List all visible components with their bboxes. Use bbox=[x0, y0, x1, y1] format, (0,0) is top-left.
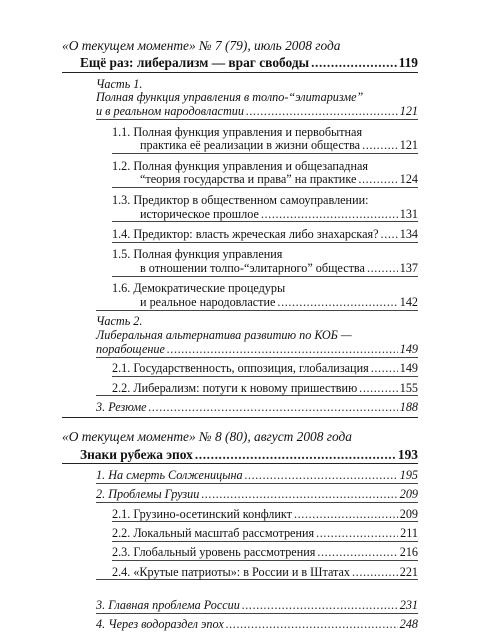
leader-dots bbox=[352, 565, 398, 580]
entry-page: 131 bbox=[399, 206, 418, 221]
entry-page: 221 bbox=[399, 564, 418, 579]
entry-page: 216 bbox=[399, 545, 418, 560]
toc-entry-part-2[interactable] bbox=[96, 342, 418, 357]
section-rule bbox=[96, 483, 418, 484]
section-rule bbox=[112, 376, 418, 377]
section-rule bbox=[62, 417, 418, 418]
entry-title: 2. Проблемы Грузии bbox=[96, 487, 200, 502]
leader-dots bbox=[381, 227, 398, 242]
toc-entry-1-6[interactable] bbox=[140, 295, 418, 310]
part-title-2-line1: Либеральная альтернатива развитию по КОБ — bbox=[96, 328, 352, 343]
issue-heading-8: «О текущем моменте» № 8 (80), август 2008 года bbox=[62, 429, 352, 445]
toc-entry-2-2[interactable] bbox=[112, 381, 418, 396]
section-rule bbox=[96, 395, 418, 396]
entry-title: 3. Главная проблема России bbox=[96, 597, 240, 612]
entry-title: 2.4. «Крутые патриоты»: в России и в Штатах bbox=[112, 564, 351, 579]
section-rule bbox=[112, 521, 418, 522]
entry-page: 188 bbox=[399, 399, 418, 414]
section-rule bbox=[112, 187, 418, 188]
leader-dots bbox=[242, 598, 398, 613]
entry-page: 119 bbox=[398, 55, 418, 71]
entry-page: 134 bbox=[399, 226, 418, 241]
leader-dots bbox=[317, 545, 397, 560]
toc-item-1-6-line1: 1.6. Демократические процедуры bbox=[112, 281, 286, 296]
leader-dots bbox=[245, 468, 398, 483]
entry-title: порабощение bbox=[96, 341, 165, 356]
toc-entry-i2-2-2[interactable] bbox=[112, 526, 418, 541]
entry-title: 2.1. Грузино-осетинский конфликт bbox=[112, 506, 293, 521]
leader-dots bbox=[362, 138, 398, 153]
entry-page: 149 bbox=[399, 341, 418, 356]
entry-title: 2.2. Либерализм: потуги к новому пришествию bbox=[112, 380, 358, 395]
leader-dots bbox=[167, 342, 398, 357]
section-rule bbox=[112, 221, 418, 222]
part-title-1-line1: Полная функция управления в толпо-“элитаризме” bbox=[96, 90, 364, 105]
toc-item-1-5-line1: 1.5. Полная функция управления bbox=[112, 247, 283, 262]
leader-dots bbox=[359, 381, 398, 396]
entry-title: 3. Резюме bbox=[96, 399, 147, 414]
entry-title: и реальное народовластие bbox=[140, 294, 276, 309]
leader-dots bbox=[294, 507, 398, 522]
entry-page: 248 bbox=[399, 617, 418, 632]
entry-page: 142 bbox=[399, 294, 418, 309]
section-rule bbox=[62, 72, 418, 73]
toc-entry-i2-2-1[interactable] bbox=[112, 507, 418, 522]
leader-dots bbox=[246, 104, 398, 119]
entry-page: 231 bbox=[399, 597, 418, 612]
entry-title: историческое прошлое bbox=[140, 206, 259, 221]
toc-entry-1-4[interactable] bbox=[112, 227, 418, 242]
toc-entry-1-3[interactable] bbox=[140, 207, 418, 222]
toc-entry-resume[interactable] bbox=[96, 400, 418, 415]
leader-dots bbox=[316, 526, 398, 541]
entry-title: “теория государства и права” на практике bbox=[140, 172, 357, 187]
entry-page: 121 bbox=[399, 104, 418, 119]
toc-entry-1-5[interactable] bbox=[140, 261, 418, 276]
toc-entry-part-1[interactable] bbox=[96, 104, 418, 119]
issue-heading-7: «О текущем моменте» № 7 (79), июль 2008 года bbox=[62, 38, 341, 53]
section-rule bbox=[112, 276, 418, 277]
leader-dots bbox=[261, 207, 398, 222]
leader-dots bbox=[371, 361, 398, 376]
entry-page: 124 bbox=[399, 172, 418, 187]
entry-title: 1. На смерть Солженицына bbox=[96, 468, 243, 483]
leader-dots bbox=[367, 261, 398, 276]
toc-entry-main-2[interactable] bbox=[80, 447, 418, 463]
entry-title: 2.1. Государственность, оппозиция, глобализация bbox=[112, 361, 369, 376]
leader-dots bbox=[277, 295, 397, 310]
toc-entry-1-2[interactable] bbox=[140, 172, 418, 187]
section-rule bbox=[96, 357, 418, 358]
toc-entry-main-1[interactable] bbox=[80, 55, 418, 71]
entry-title: 2.3. Глобальный уровень рассмотрения bbox=[112, 545, 316, 560]
entry-title: 4. Через водораздел эпох bbox=[96, 617, 224, 632]
entry-title: в отношении толпо-“элитарного” общества bbox=[140, 260, 365, 275]
section-rule bbox=[96, 310, 418, 311]
leader-dots bbox=[311, 55, 397, 71]
section-rule bbox=[96, 502, 418, 503]
entry-page: 149 bbox=[399, 361, 418, 376]
leader-dots bbox=[226, 617, 398, 632]
section-rule bbox=[112, 560, 418, 561]
toc-item-1-3-line1: 1.3. Предиктор в общественном самоуправлении: bbox=[112, 192, 369, 207]
toc-item-1-1-line1: 1.1. Полная функция управления и первобытная bbox=[112, 124, 363, 139]
entry-page: 209 bbox=[399, 487, 418, 502]
entry-page: 121 bbox=[399, 138, 418, 153]
toc-entry-1-1[interactable] bbox=[140, 138, 418, 153]
entry-page: 195 bbox=[399, 468, 418, 483]
section-rule bbox=[62, 463, 418, 464]
toc-item-1-2-line1: 1.2. Полная функция управления и общезападная bbox=[112, 158, 368, 173]
toc-entry-i2-2[interactable] bbox=[96, 487, 418, 502]
section-rule bbox=[96, 613, 418, 614]
section-rule bbox=[112, 153, 418, 154]
leader-dots bbox=[358, 172, 397, 187]
entry-title: 1.4. Предиктор: власть жреческая либо знахарская? bbox=[112, 226, 379, 241]
leader-dots bbox=[149, 400, 398, 415]
toc-entry-i2-2-3[interactable] bbox=[112, 545, 418, 560]
entry-title: и в реальном народовластии bbox=[96, 104, 244, 119]
leader-dots bbox=[195, 447, 396, 463]
toc-entry-i2-1[interactable] bbox=[96, 468, 418, 483]
section-rule bbox=[96, 579, 418, 580]
entry-title: Знаки рубежа эпох bbox=[80, 446, 193, 462]
section-rule bbox=[112, 242, 418, 243]
toc-entry-i2-tail-4[interactable] bbox=[96, 617, 418, 632]
entry-page: 155 bbox=[399, 380, 418, 395]
entry-title: Ещё раз: либерализм — враг свободы bbox=[80, 55, 310, 71]
entry-title: практика её реализации в жизни общества bbox=[140, 138, 361, 153]
toc-entry-i2-tail-3[interactable] bbox=[96, 598, 418, 613]
entry-page: 211 bbox=[400, 526, 418, 541]
toc-entry-2-1[interactable] bbox=[112, 361, 418, 376]
entry-page: 193 bbox=[397, 446, 418, 462]
entry-title: 2.2. Локальный масштаб рассмотрения bbox=[112, 526, 315, 541]
part-label-2: Часть 2. bbox=[96, 314, 143, 329]
toc-entry-i2-2-4[interactable] bbox=[112, 565, 418, 580]
entry-page: 209 bbox=[399, 506, 418, 521]
entry-page: 137 bbox=[399, 260, 418, 275]
section-rule bbox=[112, 541, 418, 542]
leader-dots bbox=[201, 487, 397, 502]
section-rule bbox=[96, 119, 418, 120]
part-label-1: Часть 1. bbox=[96, 76, 143, 91]
